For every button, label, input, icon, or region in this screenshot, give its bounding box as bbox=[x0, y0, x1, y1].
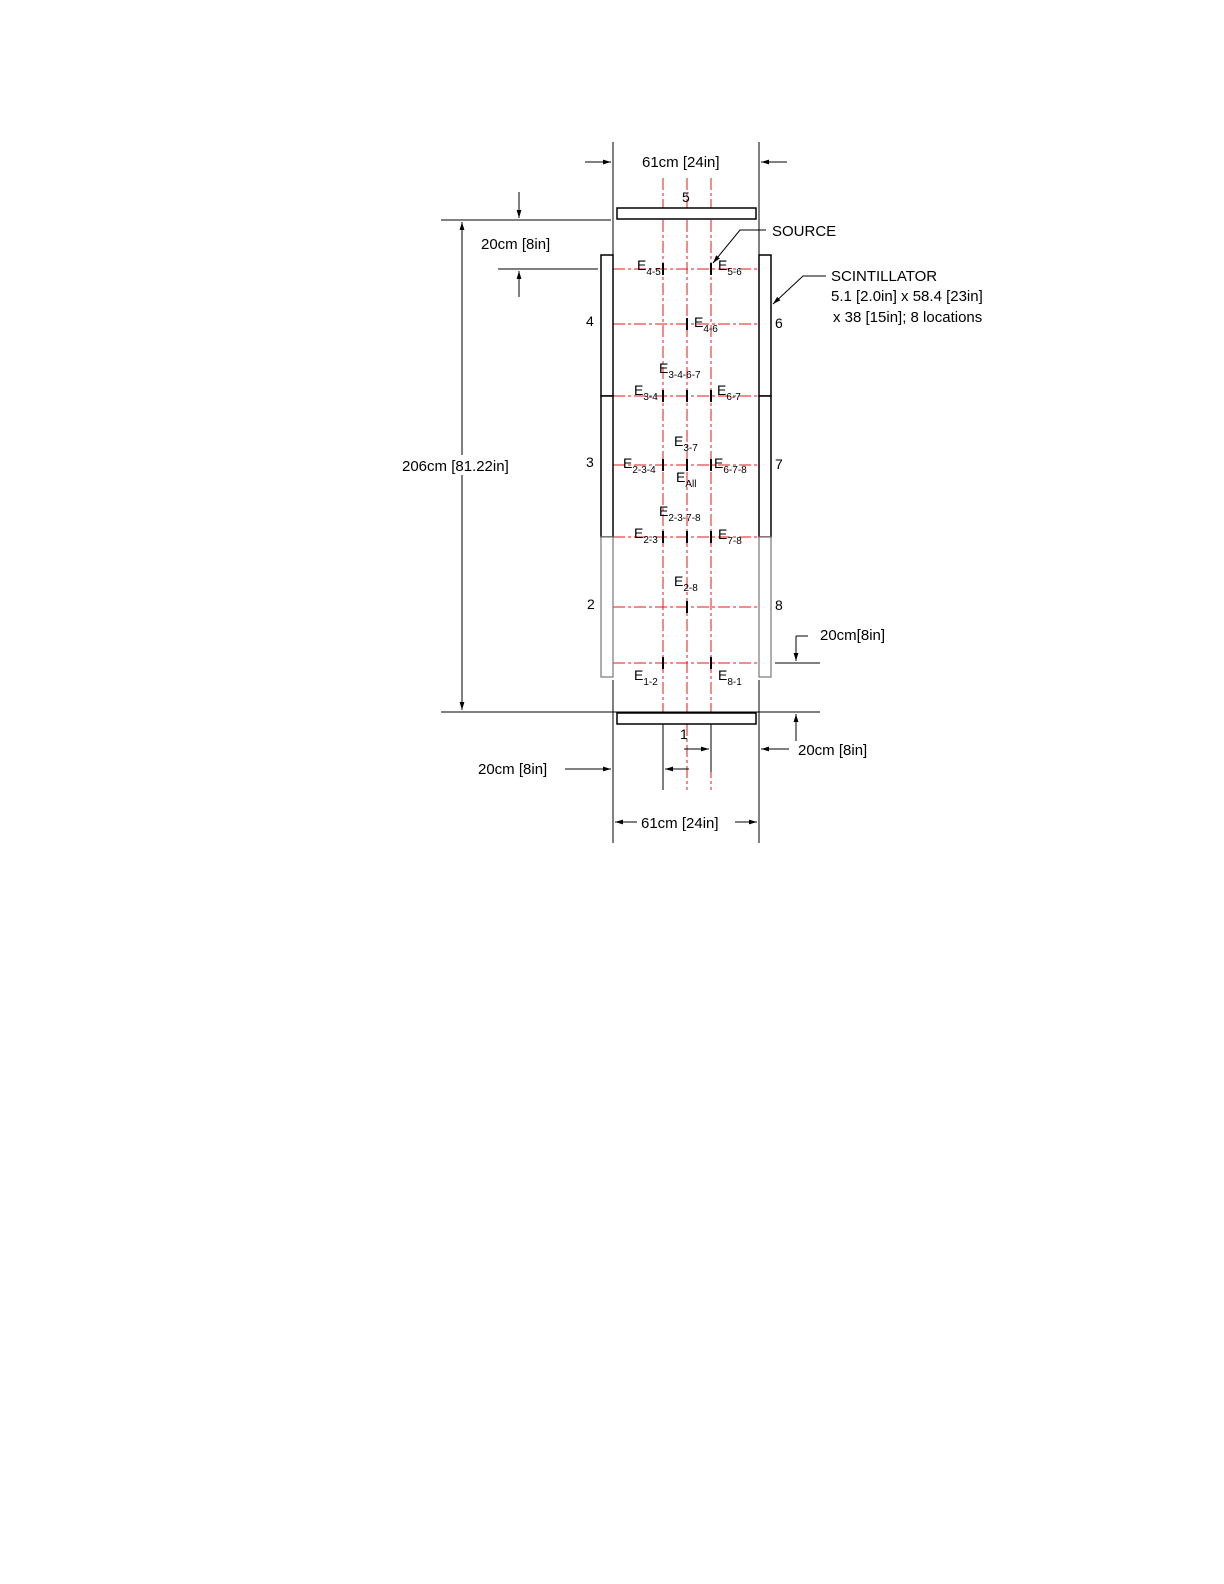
bottom-right-offset-label: 20cm[8in] bbox=[820, 627, 886, 644]
scintillator-callout-size: 5.1 [2.0in] x 58.4 [23in] bbox=[831, 288, 983, 305]
position-e-2-3-4: $E_{2-3-4}$ bbox=[623, 455, 656, 476]
location-3-label: 3 bbox=[586, 454, 594, 470]
top-offset-label: 20cm [8in] bbox=[481, 236, 551, 253]
position-e-4-6: $E_{4-6}$ bbox=[694, 314, 718, 335]
position-e-7-8: $E_{7-8}$ bbox=[718, 526, 742, 547]
position-e-1-2: $E_{1-2}$ bbox=[634, 667, 658, 688]
position-e-6-7: $E_{6-7}$ bbox=[717, 382, 741, 403]
position-e-3-4: $E_{3-4}$ bbox=[634, 382, 658, 403]
scintillator-callout-count: x 38 [15in]; 8 locations bbox=[833, 309, 983, 326]
bottom-left-gap-label: 20cm [8in] bbox=[478, 761, 548, 778]
scintillator-3 bbox=[601, 396, 613, 537]
scintillator-1 bbox=[617, 713, 756, 724]
location-5-label: 5 bbox=[682, 189, 690, 205]
bottom-right-gap-label: 20cm [8in] bbox=[798, 742, 868, 759]
location-8-label: 8 bbox=[775, 597, 783, 613]
source-callout: SOURCE bbox=[772, 223, 837, 240]
position-e-2-8: $E_{2-8}$ bbox=[674, 573, 698, 594]
height-label: 206cm [81.22in] bbox=[402, 458, 509, 475]
location-6-label: 6 bbox=[775, 315, 783, 331]
position-e-all: $E_{All}$ bbox=[676, 469, 697, 490]
position-e-3-4-6-7: $E_{3-4-6-7}$ bbox=[659, 360, 701, 381]
position-e-2-3-7-8: $E_{2-3-7-8}$ bbox=[659, 503, 701, 524]
scintillator-7 bbox=[759, 396, 771, 537]
scintillator-2 bbox=[601, 537, 613, 677]
scintillator-5 bbox=[617, 208, 756, 219]
location-7-label: 7 bbox=[775, 456, 783, 472]
location-4-label: 4 bbox=[586, 313, 594, 329]
scintillator-callout-title: SCINTILLATOR bbox=[831, 268, 938, 285]
bottom-width-label: 61cm [24in] bbox=[641, 815, 719, 832]
top-width-label: 61cm [24in] bbox=[642, 154, 720, 171]
scintillator-8 bbox=[759, 537, 771, 677]
location-1-label: 1 bbox=[680, 726, 688, 742]
position-e-2-3: $E_{2-3}$ bbox=[634, 525, 658, 546]
location-2-label: 2 bbox=[587, 596, 595, 612]
position-e-3-7: $E_{3-7}$ bbox=[674, 433, 698, 454]
scintillator-4 bbox=[601, 255, 613, 396]
scintillator-6 bbox=[759, 255, 771, 396]
position-e-5-6: $E_{5-6}$ bbox=[718, 257, 742, 278]
position-e-8-1: $E_{8-1}$ bbox=[718, 667, 742, 688]
position-e-4-5: $E_{4-5}$ bbox=[637, 257, 661, 278]
position-e-6-7-8: $E_{6-7-8}$ bbox=[714, 455, 747, 476]
